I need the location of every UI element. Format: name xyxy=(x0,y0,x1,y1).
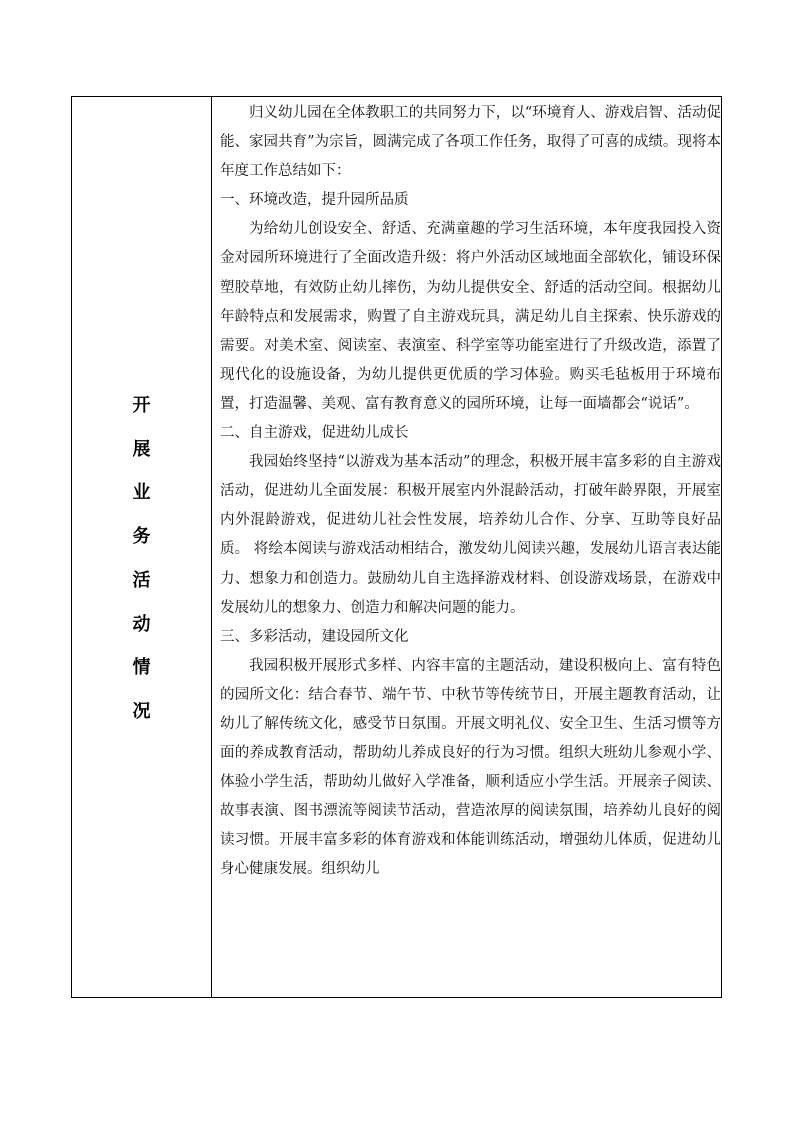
section-body: 我园积极开展形式多样、内容丰富的主题活动，建设积极向上、富有特色的园所文化：结合春节、端午节、中秋节等传统节日，开展主题教育活动，让幼儿了解传统文化，感受节日氛围。开展文明礼仪、安全卫生、生活习惯等方面的养成教育活动，帮助幼儿养成良好的行为习惯。组织大班幼儿参观小学、体验小学生活，帮助幼儿做好入学准备，顺利适应小学生活。开展亲子阅读、故事表演、图书漂流等阅读节活动，营造浓厚的阅读氛围，培养幼儿良好的阅读习惯。开展丰富多彩的体育游戏和体能训练活动，增强幼儿体质，促进幼儿身心健康发展。组织幼儿 xyxy=(220,657,721,878)
label-char: 情 xyxy=(132,657,151,679)
content-cell xyxy=(212,97,721,997)
label-char: 展 xyxy=(132,438,151,460)
label-char: 活 xyxy=(132,569,151,591)
label-char: 开 xyxy=(132,395,151,417)
section-body: 我园始终坚持“以游戏为基本活动”的理念，积极开展丰富多彩的自主游戏活动，促进幼儿全面发展：积极开展室内外混龄活动，打破年龄界限，开展室内外混龄游戏，促进幼儿社会性发展，培养幼儿合作、分享、互助等良好品质。 将绘本阅读与游戏活动相结合，激发幼儿阅读兴趣，发展幼儿语言表达能力、想象力和创造力。鼓励幼儿自主选择游戏材料、创设游戏场景，在游戏中发展幼儿的想象力、创造力和解决问题的能力。 xyxy=(220,454,721,616)
report-table xyxy=(71,96,722,998)
section-body: 为给幼儿创设安全、舒适、充满童趣的学习生活环境，本年度我园投入资金对园所环境进行了全面改造升级：将户外活动区域地面全部软化，铺设环保塑胶草地，有效防止幼儿摔伤，为幼儿提供安全、舒适的活动空间。根据幼儿年龄特点和发展需求，购置了自主游戏玩具，满足幼儿自主探索、快乐游戏的需要。对美术室、阅读室、表演室、科学室等功能室进行了升级改造，添置了现代化的设施设备，为幼儿提供更优质的学习体验。购买毛毡板用于环境布置，打造温馨、美观、富有教育意义的园所环境，让每一面墙都会“说话”。 xyxy=(220,221,721,412)
intro-paragraph: 归义幼儿园在全体教职工的共同努力下，以“环境育人、游戏启智、活动促能、家园共育”为宗旨，圆满完成了各项工作任务，取得了可喜的成绩。现将本年度工作总结如下： xyxy=(220,105,721,180)
section-heading: 一、环境改造，提升园所品质 xyxy=(220,192,409,209)
section-label xyxy=(133,397,151,721)
label-char: 动 xyxy=(132,613,151,635)
label-char: 务 xyxy=(132,526,151,548)
section-heading: 三、多彩活动，建设园所文化 xyxy=(220,628,409,645)
label-char: 况 xyxy=(132,700,151,722)
section-label-cell xyxy=(72,97,212,997)
section-heading: 二、自主游戏，促进幼儿成长 xyxy=(220,425,409,442)
label-char: 业 xyxy=(132,482,151,504)
